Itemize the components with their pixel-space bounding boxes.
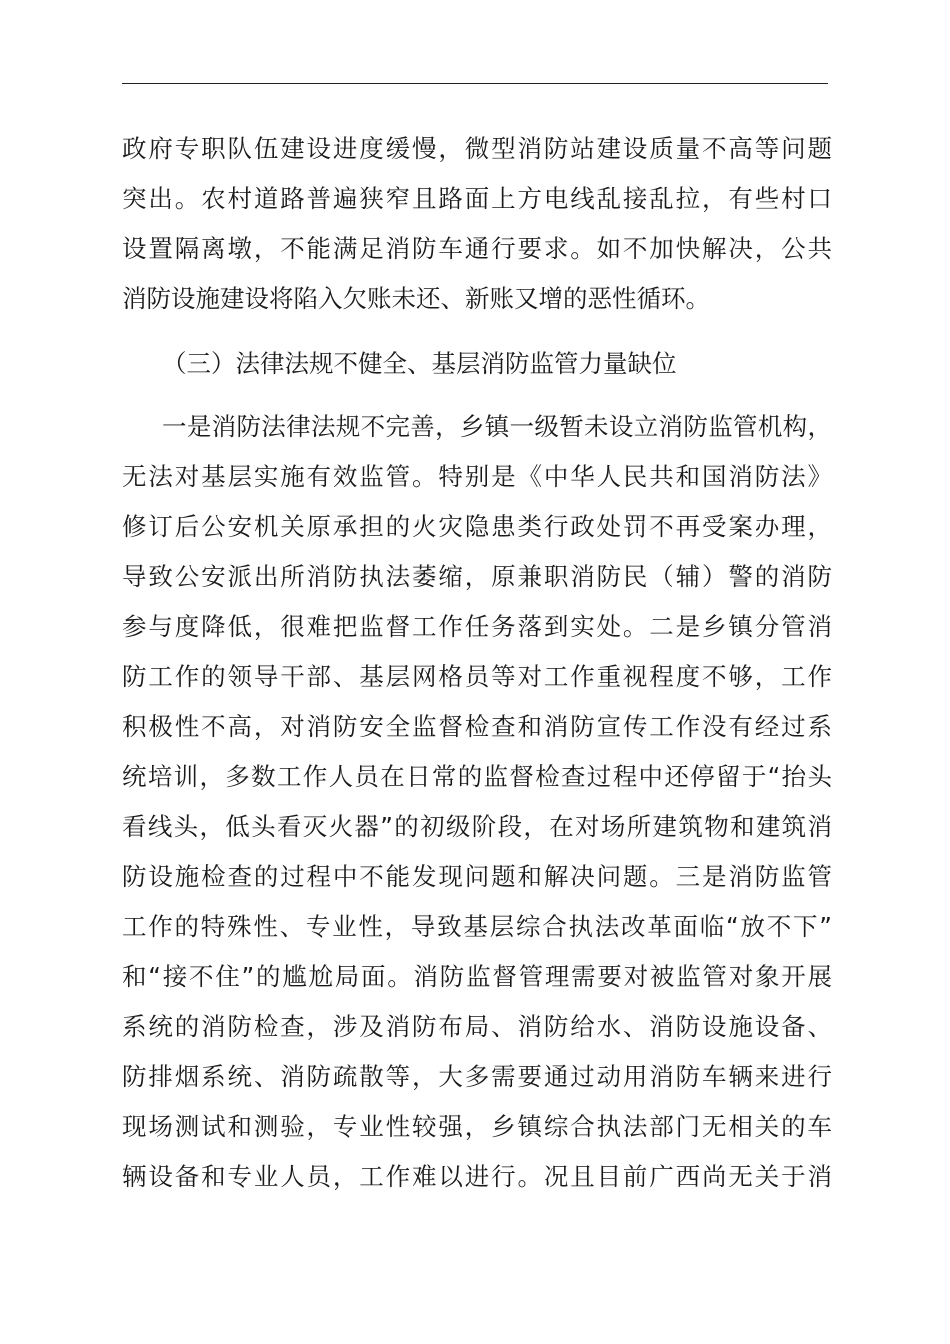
text-line: [122, 902, 832, 952]
header-rule: [122, 83, 828, 84]
text-line: [122, 652, 832, 702]
text-line: [122, 952, 832, 1002]
line-text: 工作的特殊性、专业性，导致基层综合执法改革面临“放不下”: [122, 912, 834, 941]
text-line: [122, 1052, 832, 1102]
line-text: 突出。农村道路普遍狭窄且路面上方电线乱接乱拉，有些村口: [122, 184, 834, 213]
text-line: [122, 752, 832, 802]
text-line: [122, 852, 832, 902]
line-text: 防设施检查的过程中不能发现问题和解决问题。三是消防监管: [122, 862, 834, 891]
line-text: 消防设施建设将陷入欠账未还、新账又增的恶性循环。: [122, 284, 710, 313]
line-text: 辆设备和专业人员，工作难以进行。况且目前广西尚无关于消: [122, 1162, 834, 1191]
section-heading: [122, 339, 832, 389]
text-line: [122, 274, 832, 324]
paragraph-continuation: [122, 124, 832, 324]
text-line: [122, 224, 832, 274]
line-text: 系统的消防检查，涉及消防布局、消防给水、消防设施设备、: [122, 1012, 834, 1041]
text-line: [122, 1152, 832, 1202]
text-line: [122, 702, 832, 752]
line-text: 防排烟系统、消防疏散等，大多需要通过动用消防车辆来进行: [122, 1062, 834, 1091]
line-text: 积极性不高，对消防安全监督检查和消防宣传工作没有经过系: [122, 712, 834, 741]
line-text: 修订后公安机关原承担的火灾隐患类行政处罚不再受案办理，: [122, 512, 834, 541]
paragraph-main: [122, 402, 832, 1202]
body-text: [122, 124, 832, 1202]
line-text: 导致公安派出所消防执法萎缩，原兼职消防民（辅）警的消防: [122, 562, 834, 591]
section-heading-text: （三）法律法规不健全、基层消防监管力量缺位: [162, 349, 677, 378]
line-text: 无法对基层实施有效监管。特别是《中华人民共和国消防法》: [122, 462, 834, 491]
line-text: 一是消防法律法规不完善，乡镇一级暂未设立消防监管机构，: [162, 412, 833, 441]
line-text: 现场测试和测验，专业性较强，乡镇综合执法部门无相关的车: [122, 1112, 834, 1141]
line-text: 和“接不住”的尴尬局面。消防监督管理需要对被监管对象开展: [122, 962, 834, 991]
text-line: [122, 802, 832, 852]
text-line: [122, 1102, 832, 1152]
line-text: 防工作的领导干部、基层网格员等对工作重视程度不够，工作: [122, 662, 834, 691]
text-line: [122, 452, 832, 502]
text-line: [122, 552, 832, 602]
line-text: 统培训，多数工作人员在日常的监督检查过程中还停留于“抬头: [122, 762, 834, 791]
text-line: [122, 1002, 832, 1052]
text-line: [122, 502, 832, 552]
line-text: 政府专职队伍建设进度缓慢，微型消防站建设质量不高等问题: [122, 134, 834, 163]
line-text: 设置隔离墩，不能满足消防车通行要求。如不加快解决，公共: [122, 234, 834, 263]
text-line: [122, 174, 832, 224]
line-text: 参与度降低，很难把监督工作任务落到实处。二是乡镇分管消: [122, 612, 834, 641]
text-line: [122, 602, 832, 652]
line-text: 看线头，低头看灭火器”的初级阶段，在对场所建筑物和建筑消: [122, 812, 834, 841]
text-line: [122, 124, 832, 174]
text-line: [122, 402, 832, 452]
